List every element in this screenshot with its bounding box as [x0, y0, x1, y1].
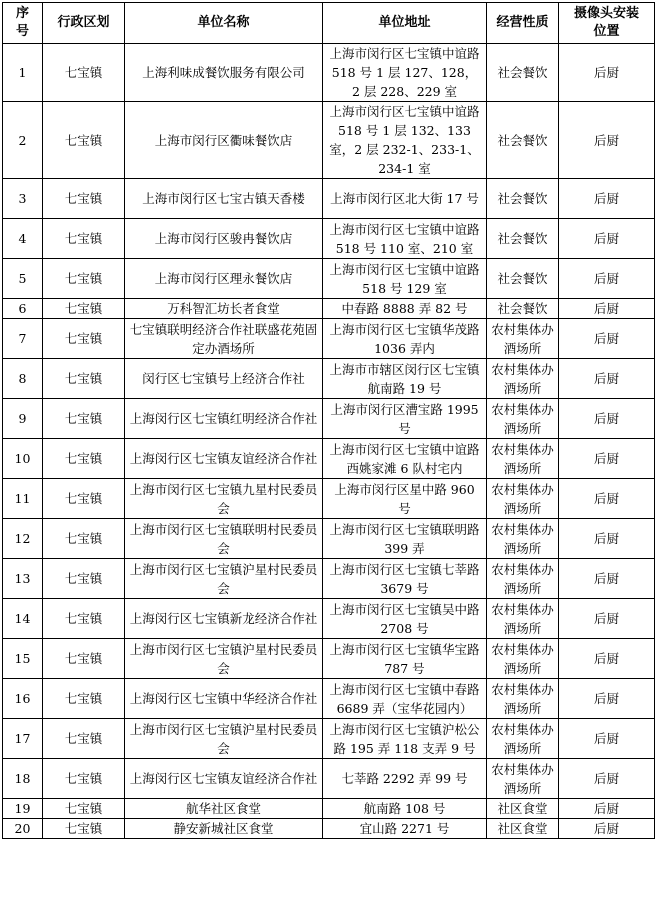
header-no: 序号: [3, 3, 43, 44]
camera-location-cell: 后厨: [559, 639, 655, 679]
table-row: [3, 259, 655, 299]
table-row: [3, 399, 655, 439]
unit-address-cell: 上海市闵行区七宝镇中谊路西姚家滩 6 队村宅内: [323, 439, 487, 479]
camera-location-cell: 后厨: [559, 799, 655, 819]
business-nature-cell: 农村集体办酒场所: [487, 399, 559, 439]
unit-address-cell: 中春路 8888 弄 82 号: [323, 299, 487, 319]
unit-name-cell: 七宝镇联明经济合作社联盛花苑固定办酒场所: [125, 319, 323, 359]
business-nature-cell: 农村集体办酒场所: [487, 319, 559, 359]
unit-address-cell: 上海市闵行区北大街 17 号: [323, 179, 487, 219]
header-nature: 经营性质: [487, 3, 559, 44]
row-number: 18: [3, 759, 43, 799]
unit-name-cell: 上海闵行区七宝镇新龙经济合作社: [125, 599, 323, 639]
business-nature-cell: 农村集体办酒场所: [487, 519, 559, 559]
unit-address-cell: 上海市闵行区七宝镇华宝路 787 号: [323, 639, 487, 679]
table-row: [3, 679, 655, 719]
header-district: 行政区划: [43, 3, 125, 44]
header-camera: 摄像头安装位置: [559, 3, 655, 44]
table-row: [3, 479, 655, 519]
unit-address-cell: 上海市闵行区漕宝路 1995 号: [323, 399, 487, 439]
unit-address-cell: 上海市闵行区星中路 960 号: [323, 479, 487, 519]
camera-location-cell: 后厨: [559, 519, 655, 559]
unit-address-cell: 上海市闵行区七宝镇沪松公路 195 弄 118 支弄 9 号: [323, 719, 487, 759]
row-number: 16: [3, 679, 43, 719]
unit-name-cell: 上海市闵行区理永餐饮店: [125, 259, 323, 299]
unit-name-cell: 静安新城社区食堂: [125, 819, 323, 839]
business-nature-cell: 农村集体办酒场所: [487, 759, 559, 799]
camera-location-cell: 后厨: [559, 359, 655, 399]
camera-location-cell: 后厨: [559, 219, 655, 259]
business-nature-cell: 社会餐饮: [487, 259, 559, 299]
row-number: 7: [3, 319, 43, 359]
district-cell: 七宝镇: [43, 519, 125, 559]
unit-name-cell: 上海市闵行区七宝镇沪星村民委员会: [125, 639, 323, 679]
unit-name-cell: 万科智汇坊长者食堂: [125, 299, 323, 319]
unit-name-cell: 上海闵行区七宝镇友谊经济合作社: [125, 759, 323, 799]
business-nature-cell: 社会餐饮: [487, 44, 559, 102]
table-row: [3, 179, 655, 219]
registry-table: [2, 2, 655, 839]
business-nature-cell: 农村集体办酒场所: [487, 359, 559, 399]
district-cell: 七宝镇: [43, 319, 125, 359]
camera-location-cell: 后厨: [559, 44, 655, 102]
camera-location-cell: 后厨: [559, 399, 655, 439]
row-number: 2: [3, 102, 43, 179]
camera-location-cell: 后厨: [559, 679, 655, 719]
camera-location-cell: 后厨: [559, 102, 655, 179]
business-nature-cell: 社区食堂: [487, 799, 559, 819]
row-number: 19: [3, 799, 43, 819]
row-number: 15: [3, 639, 43, 679]
business-nature-cell: 社会餐饮: [487, 299, 559, 319]
district-cell: 七宝镇: [43, 759, 125, 799]
unit-name-cell: 上海市闵行区七宝镇九星村民委员会: [125, 479, 323, 519]
unit-name-cell: 上海市闵行区七宝古镇天香楼: [125, 179, 323, 219]
district-cell: 七宝镇: [43, 259, 125, 299]
unit-address-cell: 上海市闵行区七宝镇联明路 399 弄: [323, 519, 487, 559]
unit-name-cell: 上海闵行区七宝镇中华经济合作社: [125, 679, 323, 719]
row-number: 17: [3, 719, 43, 759]
business-nature-cell: 社区食堂: [487, 819, 559, 839]
unit-address-cell: 七莘路 2292 弄 99 号: [323, 759, 487, 799]
business-nature-cell: 农村集体办酒场所: [487, 559, 559, 599]
district-cell: 七宝镇: [43, 679, 125, 719]
district-cell: 七宝镇: [43, 399, 125, 439]
row-number: 9: [3, 399, 43, 439]
district-cell: 七宝镇: [43, 559, 125, 599]
unit-name-cell: 闵行区七宝镇号上经济合作社: [125, 359, 323, 399]
camera-location-cell: 后厨: [559, 479, 655, 519]
table-row: [3, 559, 655, 599]
unit-name-cell: 上海利味成餐饮服务有限公司: [125, 44, 323, 102]
unit-address-cell: 上海市闵行区七宝镇吴中路 2708 号: [323, 599, 487, 639]
business-nature-cell: 农村集体办酒场所: [487, 479, 559, 519]
camera-location-cell: 后厨: [559, 319, 655, 359]
district-cell: 七宝镇: [43, 799, 125, 819]
unit-address-cell: 上海市闵行区七宝镇中谊路 518 号 1 层 127、128，2 层 228、229 室: [323, 44, 487, 102]
table-row: [3, 719, 655, 759]
business-nature-cell: 社会餐饮: [487, 219, 559, 259]
district-cell: 七宝镇: [43, 44, 125, 102]
business-nature-cell: 社会餐饮: [487, 179, 559, 219]
table-row: [3, 439, 655, 479]
unit-name-cell: 上海闵行区七宝镇红明经济合作社: [125, 399, 323, 439]
row-number: 3: [3, 179, 43, 219]
district-cell: 七宝镇: [43, 819, 125, 839]
business-nature-cell: 农村集体办酒场所: [487, 679, 559, 719]
row-number: 6: [3, 299, 43, 319]
camera-location-cell: 后厨: [559, 299, 655, 319]
district-cell: 七宝镇: [43, 439, 125, 479]
district-cell: 七宝镇: [43, 299, 125, 319]
table-row: [3, 519, 655, 559]
district-cell: 七宝镇: [43, 102, 125, 179]
unit-name-cell: 上海市闵行区衢味餐饮店: [125, 102, 323, 179]
header-name: 单位名称: [125, 3, 323, 44]
table-row: [3, 219, 655, 259]
unit-address-cell: 上海市闵行区七宝镇七莘路 3679 号: [323, 559, 487, 599]
business-nature-cell: 农村集体办酒场所: [487, 439, 559, 479]
camera-location-cell: 后厨: [559, 179, 655, 219]
business-nature-cell: 农村集体办酒场所: [487, 599, 559, 639]
unit-address-cell: 宜山路 2271 号: [323, 819, 487, 839]
unit-name-cell: 上海市闵行区七宝镇沪星村民委员会: [125, 719, 323, 759]
row-number: 12: [3, 519, 43, 559]
row-number: 20: [3, 819, 43, 839]
row-number: 4: [3, 219, 43, 259]
header-row: [3, 3, 655, 44]
district-cell: 七宝镇: [43, 479, 125, 519]
business-nature-cell: 社会餐饮: [487, 102, 559, 179]
registry-sheet: [2, 2, 655, 839]
camera-location-cell: 后厨: [559, 719, 655, 759]
table-row: [3, 819, 655, 839]
district-cell: 七宝镇: [43, 219, 125, 259]
table-row: [3, 102, 655, 179]
district-cell: 七宝镇: [43, 179, 125, 219]
unit-address-cell: 上海市闵行区七宝镇华茂路 1036 弄内: [323, 319, 487, 359]
business-nature-cell: 农村集体办酒场所: [487, 719, 559, 759]
row-number: 13: [3, 559, 43, 599]
table-body: [3, 44, 655, 839]
unit-address-cell: 航南路 108 号: [323, 799, 487, 819]
row-number: 10: [3, 439, 43, 479]
district-cell: 七宝镇: [43, 719, 125, 759]
unit-address-cell: 上海市闵行区七宝镇中谊路 518 号 1 层 132、133 室，2 层 232-1、233-1、234-1 室: [323, 102, 487, 179]
unit-name-cell: 上海市闵行区骏冉餐饮店: [125, 219, 323, 259]
unit-address-cell: 上海市闵行区七宝镇中春路 6689 弄（宝华花园内）: [323, 679, 487, 719]
unit-name-cell: 航华社区食堂: [125, 799, 323, 819]
row-number: 14: [3, 599, 43, 639]
table-row: [3, 599, 655, 639]
camera-location-cell: 后厨: [559, 599, 655, 639]
row-number: 11: [3, 479, 43, 519]
camera-location-cell: 后厨: [559, 759, 655, 799]
table-row: [3, 319, 655, 359]
business-nature-cell: 农村集体办酒场所: [487, 639, 559, 679]
table-row: [3, 759, 655, 799]
table-row: [3, 299, 655, 319]
camera-location-cell: 后厨: [559, 439, 655, 479]
unit-address-cell: 上海市市辖区闵行区七宝镇航南路 19 号: [323, 359, 487, 399]
unit-name-cell: 上海闵行区七宝镇友谊经济合作社: [125, 439, 323, 479]
district-cell: 七宝镇: [43, 359, 125, 399]
table-row: [3, 639, 655, 679]
table-row: [3, 799, 655, 819]
camera-location-cell: 后厨: [559, 819, 655, 839]
row-number: 1: [3, 44, 43, 102]
row-number: 5: [3, 259, 43, 299]
table-row: [3, 44, 655, 102]
camera-location-cell: 后厨: [559, 559, 655, 599]
district-cell: 七宝镇: [43, 599, 125, 639]
unit-name-cell: 上海市闵行区七宝镇沪星村民委员会: [125, 559, 323, 599]
district-cell: 七宝镇: [43, 639, 125, 679]
header-address: 单位地址: [323, 3, 487, 44]
table-row: [3, 359, 655, 399]
unit-address-cell: 上海市闵行区七宝镇中谊路 518 号 110 室、210 室: [323, 219, 487, 259]
camera-location-cell: 后厨: [559, 259, 655, 299]
row-number: 8: [3, 359, 43, 399]
unit-address-cell: 上海市闵行区七宝镇中谊路 518 号 129 室: [323, 259, 487, 299]
unit-name-cell: 上海市闵行区七宝镇联明村民委员会: [125, 519, 323, 559]
